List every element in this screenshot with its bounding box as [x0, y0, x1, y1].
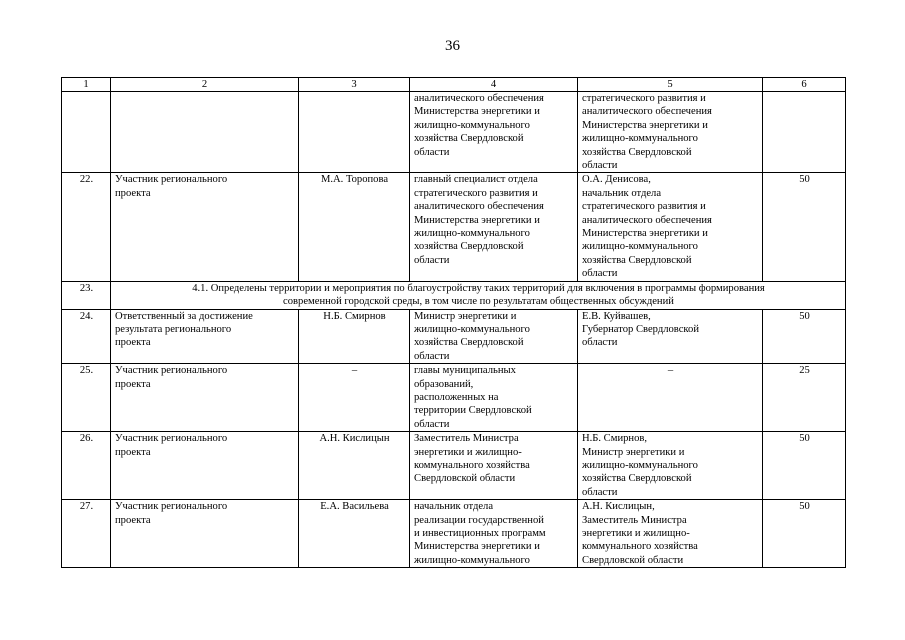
position-cell-line: начальник отдела: [414, 501, 494, 513]
table-row: [62, 173, 846, 281]
supervisor-cell-line: Н.Б. Смирнов,: [582, 433, 648, 445]
position-cell-line: главный специалист отдела: [414, 174, 538, 186]
column-header: 6: [763, 78, 846, 92]
position-cell-line: Министерства энергетики и: [414, 106, 540, 118]
share-cell: 50: [763, 173, 846, 281]
person-cell: М.А. Торопова: [299, 173, 410, 281]
role-cell-line: проекта: [115, 337, 151, 349]
supervisor-cell-line: Губернатор Свердловской: [582, 323, 700, 335]
supervisor-cell: [578, 173, 763, 281]
position-cell-line: области: [414, 350, 450, 362]
supervisor-cell: [578, 92, 763, 173]
supervisor-cell-line: аналитического обеспечения: [582, 214, 712, 226]
column-header: 2: [111, 78, 299, 92]
participants-table: [61, 77, 846, 568]
position-cell-line: главы муниципальных: [414, 365, 516, 377]
position-cell-line: стратегического развития и: [414, 187, 538, 199]
position-cell-line: Свердловской области: [414, 473, 516, 485]
table-row: [62, 92, 846, 173]
supervisor-cell-line: Министр энергетики и: [582, 446, 685, 458]
position-cell-line: аналитического обеспечения: [414, 93, 544, 104]
page-number: 36: [445, 38, 460, 54]
supervisor-cell-line: Министерства энергетики и: [582, 228, 708, 240]
share-cell: 50: [763, 309, 846, 364]
position-cell-line: Министр энергетики и: [414, 310, 517, 322]
position-cell-line: аналитического обеспечения: [414, 201, 544, 213]
position-cell-line: Министерства энергетики и: [414, 541, 540, 553]
role-cell-line: проекта: [115, 446, 151, 458]
supervisor-cell-line: жилищно-коммунального: [582, 133, 698, 145]
role-cell: [111, 364, 299, 432]
supervisor-cell-line: А.Н. Кислицын,: [582, 501, 655, 513]
supervisor-cell-line: Е.В. Куйвашев,: [582, 310, 651, 322]
role-cell: [111, 432, 299, 500]
row-number-cell: 24.: [62, 309, 111, 364]
row-number-cell: 26.: [62, 432, 111, 500]
position-cell-line: области: [414, 254, 450, 266]
supervisor-cell-line: стратегического развития и: [582, 93, 706, 104]
supervisor-cell-line: Заместитель Министра: [582, 514, 687, 526]
supervisor-cell-line: стратегического развития и: [582, 201, 706, 213]
supervisor-cell-line: Министерства энергетики и: [582, 119, 708, 131]
supervisor-cell-line: хозяйства Свердловской: [582, 254, 692, 266]
person-cell: Е.А. Васильева: [299, 500, 410, 568]
position-cell: [410, 309, 578, 364]
position-cell-line: образований,: [414, 378, 474, 390]
supervisor-cell: –: [578, 364, 763, 432]
position-cell-line: жилищно-коммунального: [414, 323, 530, 335]
supervisor-cell-line: области: [582, 160, 618, 172]
supervisor-cell: [578, 500, 763, 568]
section-heading-cell: [111, 281, 846, 309]
role-cell: [111, 309, 299, 364]
position-cell-line: жилищно-коммунального: [414, 228, 530, 240]
row-number-cell: 22.: [62, 173, 111, 281]
supervisor-cell-line: Свердловской области: [582, 554, 684, 566]
position-cell-line: хозяйства Свердловской: [414, 133, 524, 145]
role-cell-line: результата регионального: [115, 323, 232, 335]
person-cell: [299, 92, 410, 173]
person-cell: А.Н. Кислицын: [299, 432, 410, 500]
section-heading-cell-line: современной городской среды, в том числе по результатам общественных обсуждений: [283, 296, 674, 308]
position-cell-line: Министерства энергетики и: [414, 214, 540, 226]
role-cell-line: проекта: [115, 378, 151, 390]
row-number-cell: 27.: [62, 500, 111, 568]
row-number-cell: [62, 92, 111, 173]
table-row: [62, 281, 846, 309]
supervisor-cell-line: начальник отдела: [582, 187, 662, 199]
position-cell-line: жилищно-коммунального: [414, 554, 530, 566]
position-cell-line: территории Свердловской: [414, 405, 532, 417]
table-row: [62, 364, 846, 432]
position-cell-line: хозяйства Свердловской: [414, 241, 524, 253]
position-cell-line: Заместитель Министра: [414, 433, 519, 445]
role-cell-line: Участник регионального: [115, 501, 228, 513]
position-cell: [410, 364, 578, 432]
role-cell-line: Ответственный за достижение: [115, 310, 253, 322]
position-cell-line: области: [414, 146, 450, 158]
supervisor-cell-line: хозяйства Свердловской: [582, 146, 692, 158]
column-header: 4: [410, 78, 578, 92]
supervisor-cell-line: энергетики и жилищно-: [582, 528, 690, 539]
supervisor-cell: [578, 432, 763, 500]
role-cell: [111, 92, 299, 173]
position-cell: [410, 173, 578, 281]
supervisor-cell-line: коммунального хозяйства: [582, 541, 698, 553]
supervisor-cell-line: хозяйства Свердловской: [582, 473, 692, 485]
role-cell-line: проекта: [115, 187, 151, 199]
table-row: [62, 309, 846, 364]
supervisor-cell-line: области: [582, 337, 618, 349]
share-cell: 50: [763, 432, 846, 500]
position-cell-line: области: [414, 418, 450, 430]
supervisor-cell-line: области: [582, 486, 618, 498]
position-cell: [410, 500, 578, 568]
share-cell: 25: [763, 364, 846, 432]
position-cell-line: и инвестиционных программ: [414, 528, 546, 539]
table-row: [62, 432, 846, 500]
share-cell: [763, 92, 846, 173]
role-cell-line: проекта: [115, 514, 151, 526]
position-cell-line: расположенных на: [414, 391, 499, 403]
table-row: [62, 500, 846, 568]
position-cell-line: хозяйства Свердловской: [414, 337, 524, 349]
position-cell-line: жилищно-коммунального: [414, 119, 530, 131]
supervisor-cell-line: О.А. Денисова,: [582, 174, 651, 186]
row-number-cell: 23.: [62, 281, 111, 309]
column-number-header: [62, 78, 846, 92]
supervisor-cell-line: аналитического обеспечения: [582, 106, 712, 118]
role-cell: [111, 173, 299, 281]
position-cell: [410, 432, 578, 500]
supervisor-cell-line: жилищно-коммунального: [582, 241, 698, 253]
row-number-cell: 25.: [62, 364, 111, 432]
column-header: 3: [299, 78, 410, 92]
person-cell: Н.Б. Смирнов: [299, 309, 410, 364]
role-cell-line: Участник регионального: [115, 174, 228, 186]
position-cell-line: энергетики и жилищно-: [414, 446, 522, 458]
supervisor-cell-line: области: [582, 268, 618, 280]
role-cell: [111, 500, 299, 568]
section-heading-cell-line: 4.1. Определены территории и мероприятия по благоустройству таких территорий для включения в программы формирования: [192, 282, 765, 294]
supervisor-cell-line: жилищно-коммунального: [582, 459, 698, 471]
column-header: 5: [578, 78, 763, 92]
role-cell-line: Участник регионального: [115, 365, 228, 377]
role-cell-line: Участник регионального: [115, 433, 228, 445]
position-cell: [410, 92, 578, 173]
person-cell: –: [299, 364, 410, 432]
share-cell: 50: [763, 500, 846, 568]
position-cell-line: коммунального хозяйства: [414, 459, 530, 471]
position-cell-line: реализации государственной: [414, 514, 544, 526]
supervisor-cell: [578, 309, 763, 364]
column-header: 1: [62, 78, 111, 92]
